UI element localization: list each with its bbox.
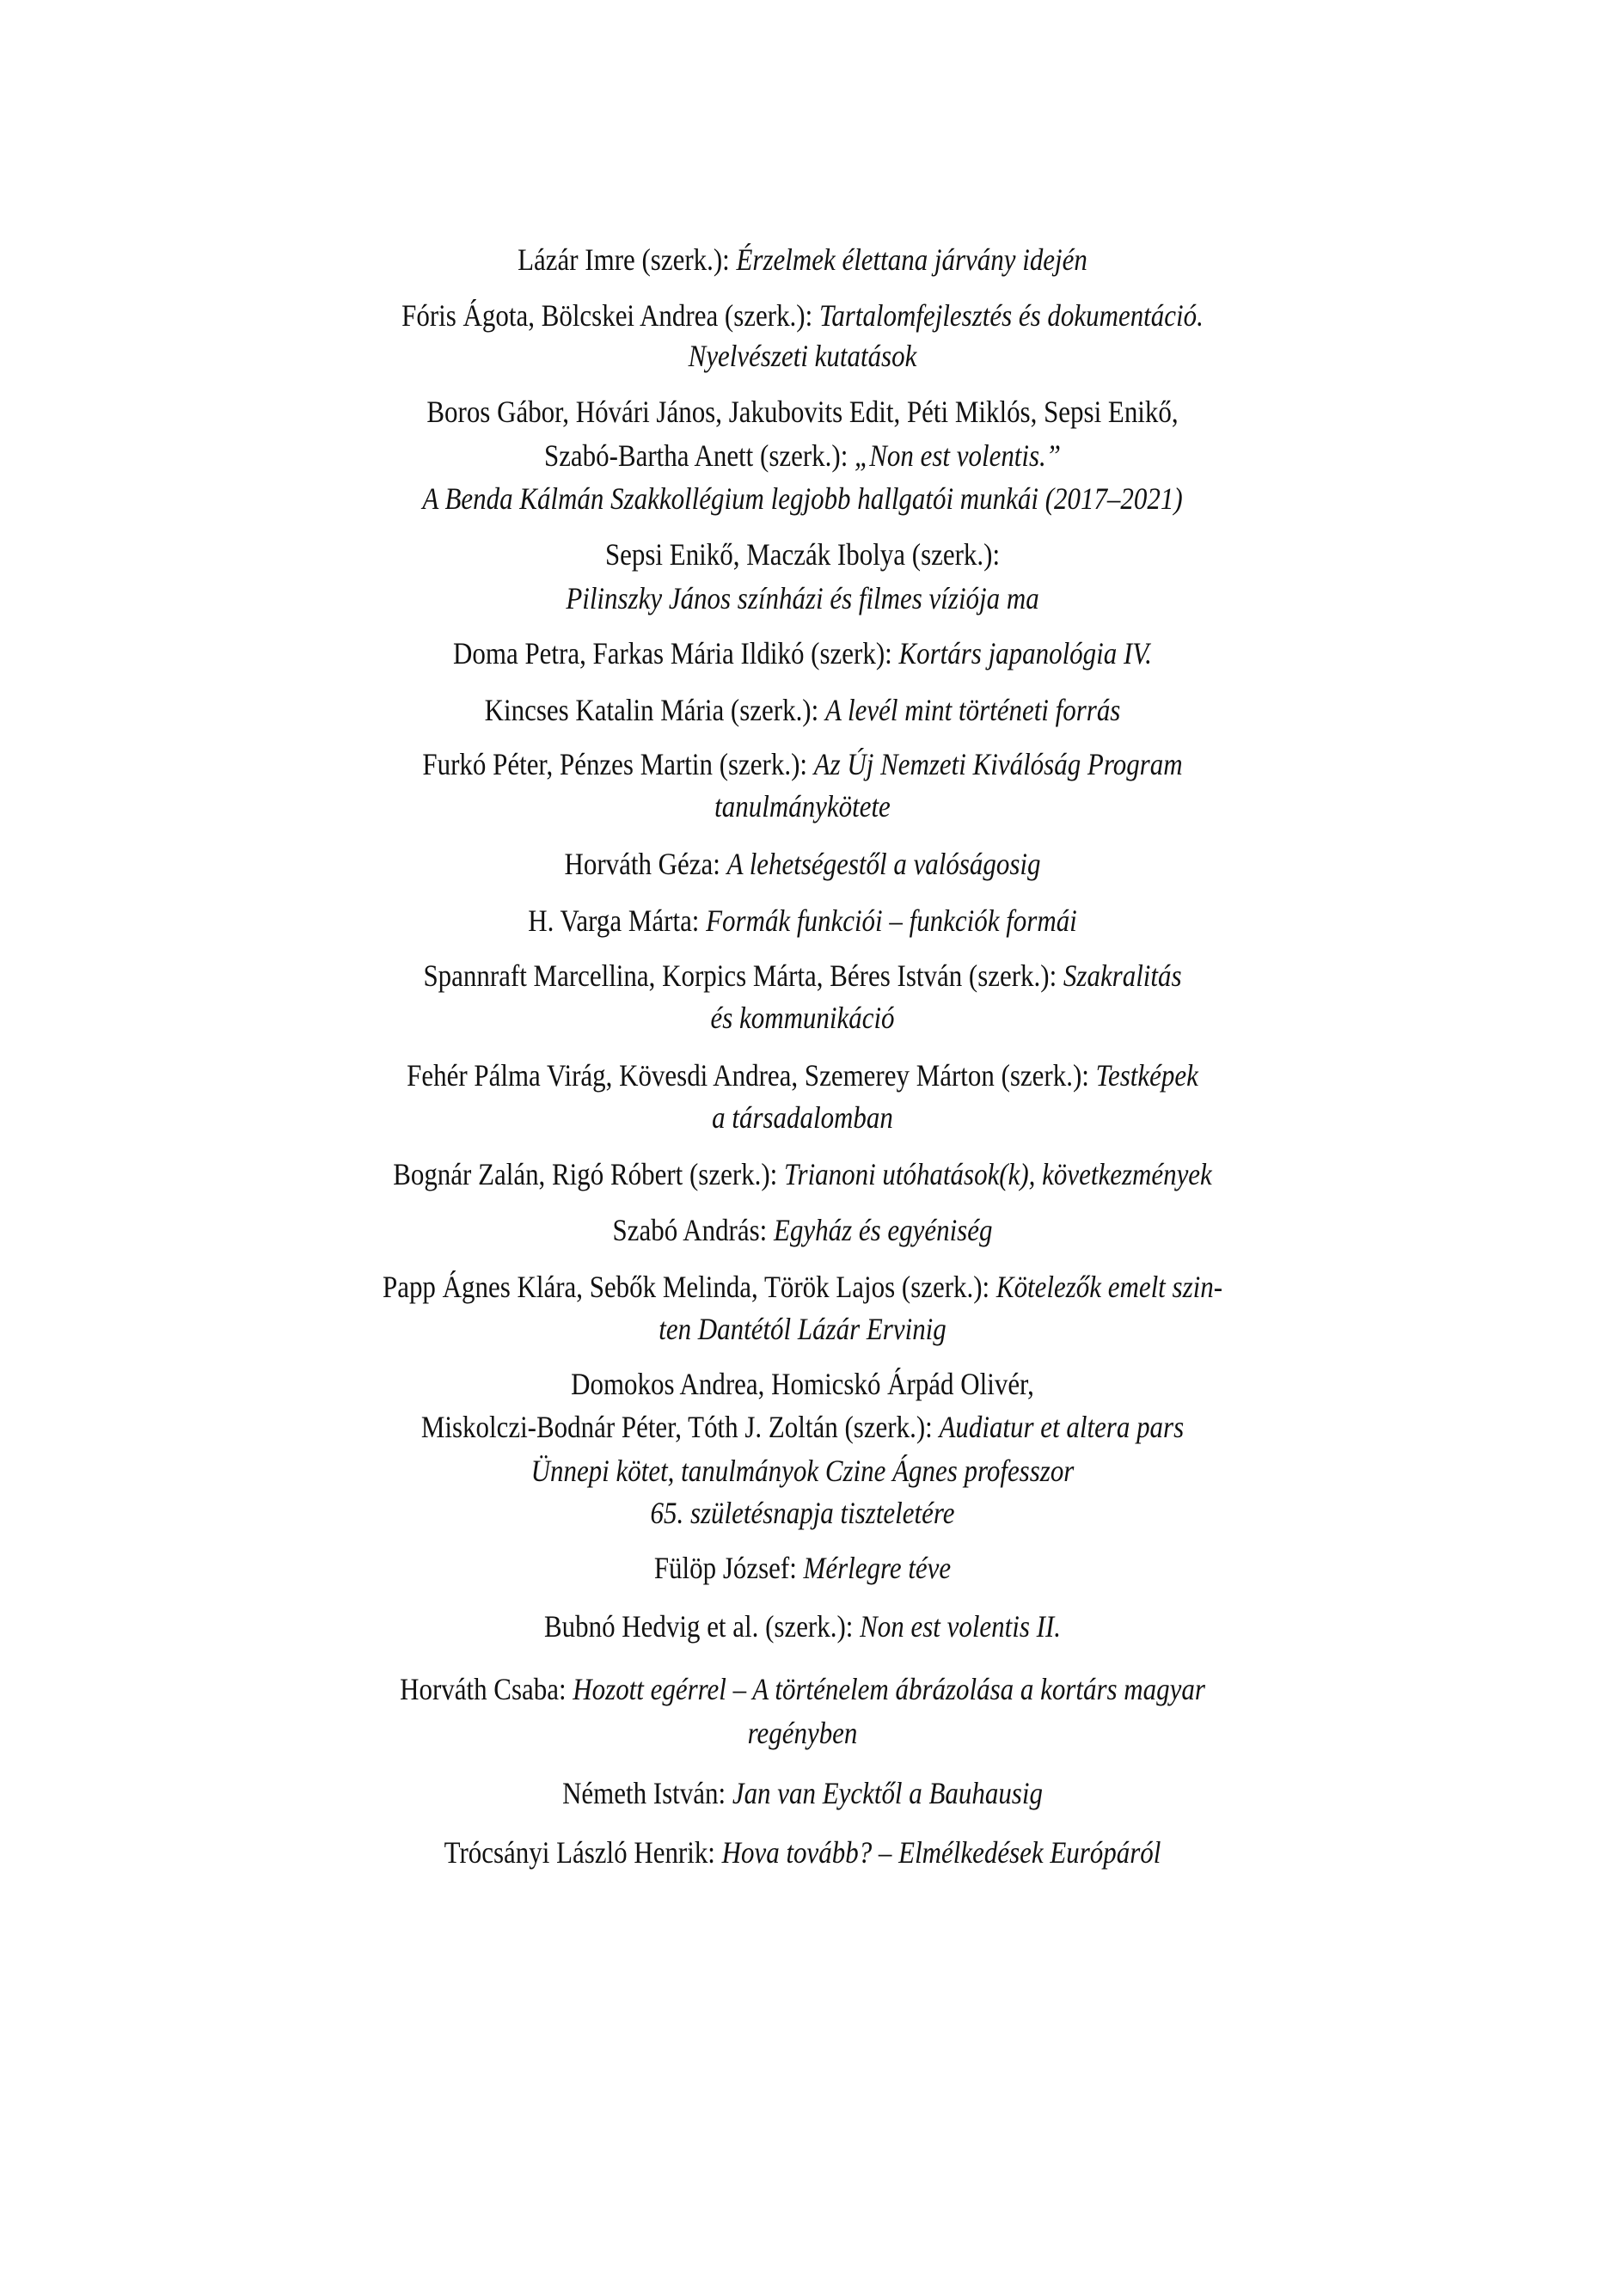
entry-line [113,1668,1493,1711]
entry-line [113,1831,1493,1874]
book-title-text: Non est volentis II. [860,1609,1062,1644]
entry-line [113,390,1493,433]
entry-line [113,533,1493,576]
entry-line [113,743,1493,786]
author-text: H. Varga Márta: [528,903,707,938]
author-text: Doma Petra, Farkas Mária Ildikó (szerk): [453,636,899,670]
book-title-text: Jan van Eycktől a Bauhausig [732,1776,1043,1810]
author-text: Furkó Péter, Pénzes Martin (szerk.): [422,747,814,781]
author-text: Miskolczi-Bodnár Péter, Tóth J. Zoltán (szerk.): [420,1410,940,1444]
entry-line [113,785,1493,828]
book-title-text: 65. születésnapja tiszteletére [650,1496,955,1530]
entry-line [113,477,1493,520]
entry-line [113,1491,1493,1534]
author-text: Boros Gábor, Hóvári János, Jakubovits Edit, Péti Miklós, Sepsi Enikő, [426,395,1179,429]
author-text: Szabó-Bartha Anett (szerk.): [543,438,855,473]
entry-line [113,1307,1493,1350]
author-text: Fóris Ágota, Bölcskei Andrea (szerk.): [401,298,819,333]
author-text: Fehér Pálma Virág, Kövesdi Andrea, Szemerey Márton (szerk.): [407,1058,1096,1093]
book-title-text: A lehetségestől a valóságosig [726,847,1041,881]
book-title-text: Egyház és egyéniség [773,1213,993,1247]
entry-line [113,1362,1493,1405]
author-text: Lázár Imre (szerk.): [518,242,737,277]
author-text: Németh István: [562,1776,732,1810]
author-text: Trócsányi László Henrik: [444,1835,722,1870]
book-title-text: A levél mint történeti forrás [824,693,1121,727]
entry-line [113,238,1493,281]
book-title-text: tanulmánykötete [714,789,891,823]
book-title-text: Ünnepi kötet, tanulmányok Czine Ágnes professzor [530,1454,1075,1488]
book-title-text: Nyelvészeti kutatások [688,339,917,373]
book-title-text: Tartalomfejlesztés és dokumentáció. [818,298,1204,333]
entry-line [113,1405,1493,1448]
entry-line [113,954,1493,997]
author-text: Fülöp József: [653,1551,804,1585]
author-text: Sepsi Enikő, Maczák Ibolya (szerk.): [604,537,1001,572]
book-title-text: Szakralitás [1063,958,1182,993]
entry-line [113,632,1493,675]
author-text: Papp Ágnes Klára, Sebők Melinda, Török Lajos (szerk.): [382,1270,996,1304]
book-title-text: Az Új Nemzeti Kiválóság Program [813,747,1183,781]
book-title-text: Pilinszky János színházi és filmes víziója ma [566,581,1039,615]
entry-line [113,1209,1493,1252]
entry-line [113,1054,1493,1097]
entry-line [113,1711,1493,1754]
author-text: Horváth Géza: [564,847,727,881]
book-title-text: „Non est volentis.” [855,438,1062,473]
book-title-text: Kötelezők emelt szin- [995,1270,1223,1304]
book-title-text: ten Dantétól Lázár Ervinig [659,1312,946,1346]
book-title-text: Formák funkciói – funkciók formái [706,903,1077,938]
entry-line [113,1772,1493,1815]
book-title-text: a társadalomban [712,1100,893,1135]
entry-line [113,434,1493,477]
entry-line [113,1265,1493,1308]
book-title-text: Hova tovább? – Elmélkedések Európáról [721,1835,1161,1870]
book-title-text: Trianoni utóhatások(k), következmények [784,1157,1212,1191]
entry-line [113,1546,1493,1589]
author-text: Szabó András: [612,1213,774,1247]
entry-line [113,689,1493,732]
book-title-text: regényben [747,1716,858,1750]
entry-line [113,1605,1493,1648]
entry-line [113,899,1493,942]
book-title-text: Kortárs japanológia IV. [898,636,1152,670]
entry-line [113,1153,1493,1196]
book-title-text: és kommunikáció [710,1001,895,1035]
author-text: Bubnó Hedvig et al. (szerk.): [543,1609,861,1644]
book-title-text: Mérlegre téve [803,1551,952,1585]
book-title-text: A Benda Kálmán Szakkollégium legjobb hallgatói munkái (2017–2021) [422,481,1183,516]
author-text: Domokos Andrea, Homicskó Árpád Olivér, [571,1367,1034,1401]
author-text: Spannraft Marcellina, Korpics Márta, Béres István (szerk.): [423,958,1063,993]
entry-line [113,1449,1493,1492]
entry-line [113,294,1493,337]
author-text: Horváth Csaba: [400,1672,573,1706]
entry-line [113,996,1493,1039]
entry-line [113,842,1493,885]
entry-line [113,334,1493,377]
author-text: Bognár Zalán, Rigó Róbert (szerk.): [393,1157,785,1191]
book-title-text: Testképek [1095,1058,1198,1093]
book-title-text: Hozott egérrel – A történelem ábrázolása a kortárs magyar [573,1672,1205,1706]
book-title-text: Audiatur et altera pars [939,1410,1185,1444]
entry-line [113,577,1493,620]
entry-line [113,1096,1493,1139]
book-title-text: Érzelmek élettana járvány idején [736,242,1087,277]
author-text: Kincses Katalin Mária (szerk.): [484,693,825,727]
